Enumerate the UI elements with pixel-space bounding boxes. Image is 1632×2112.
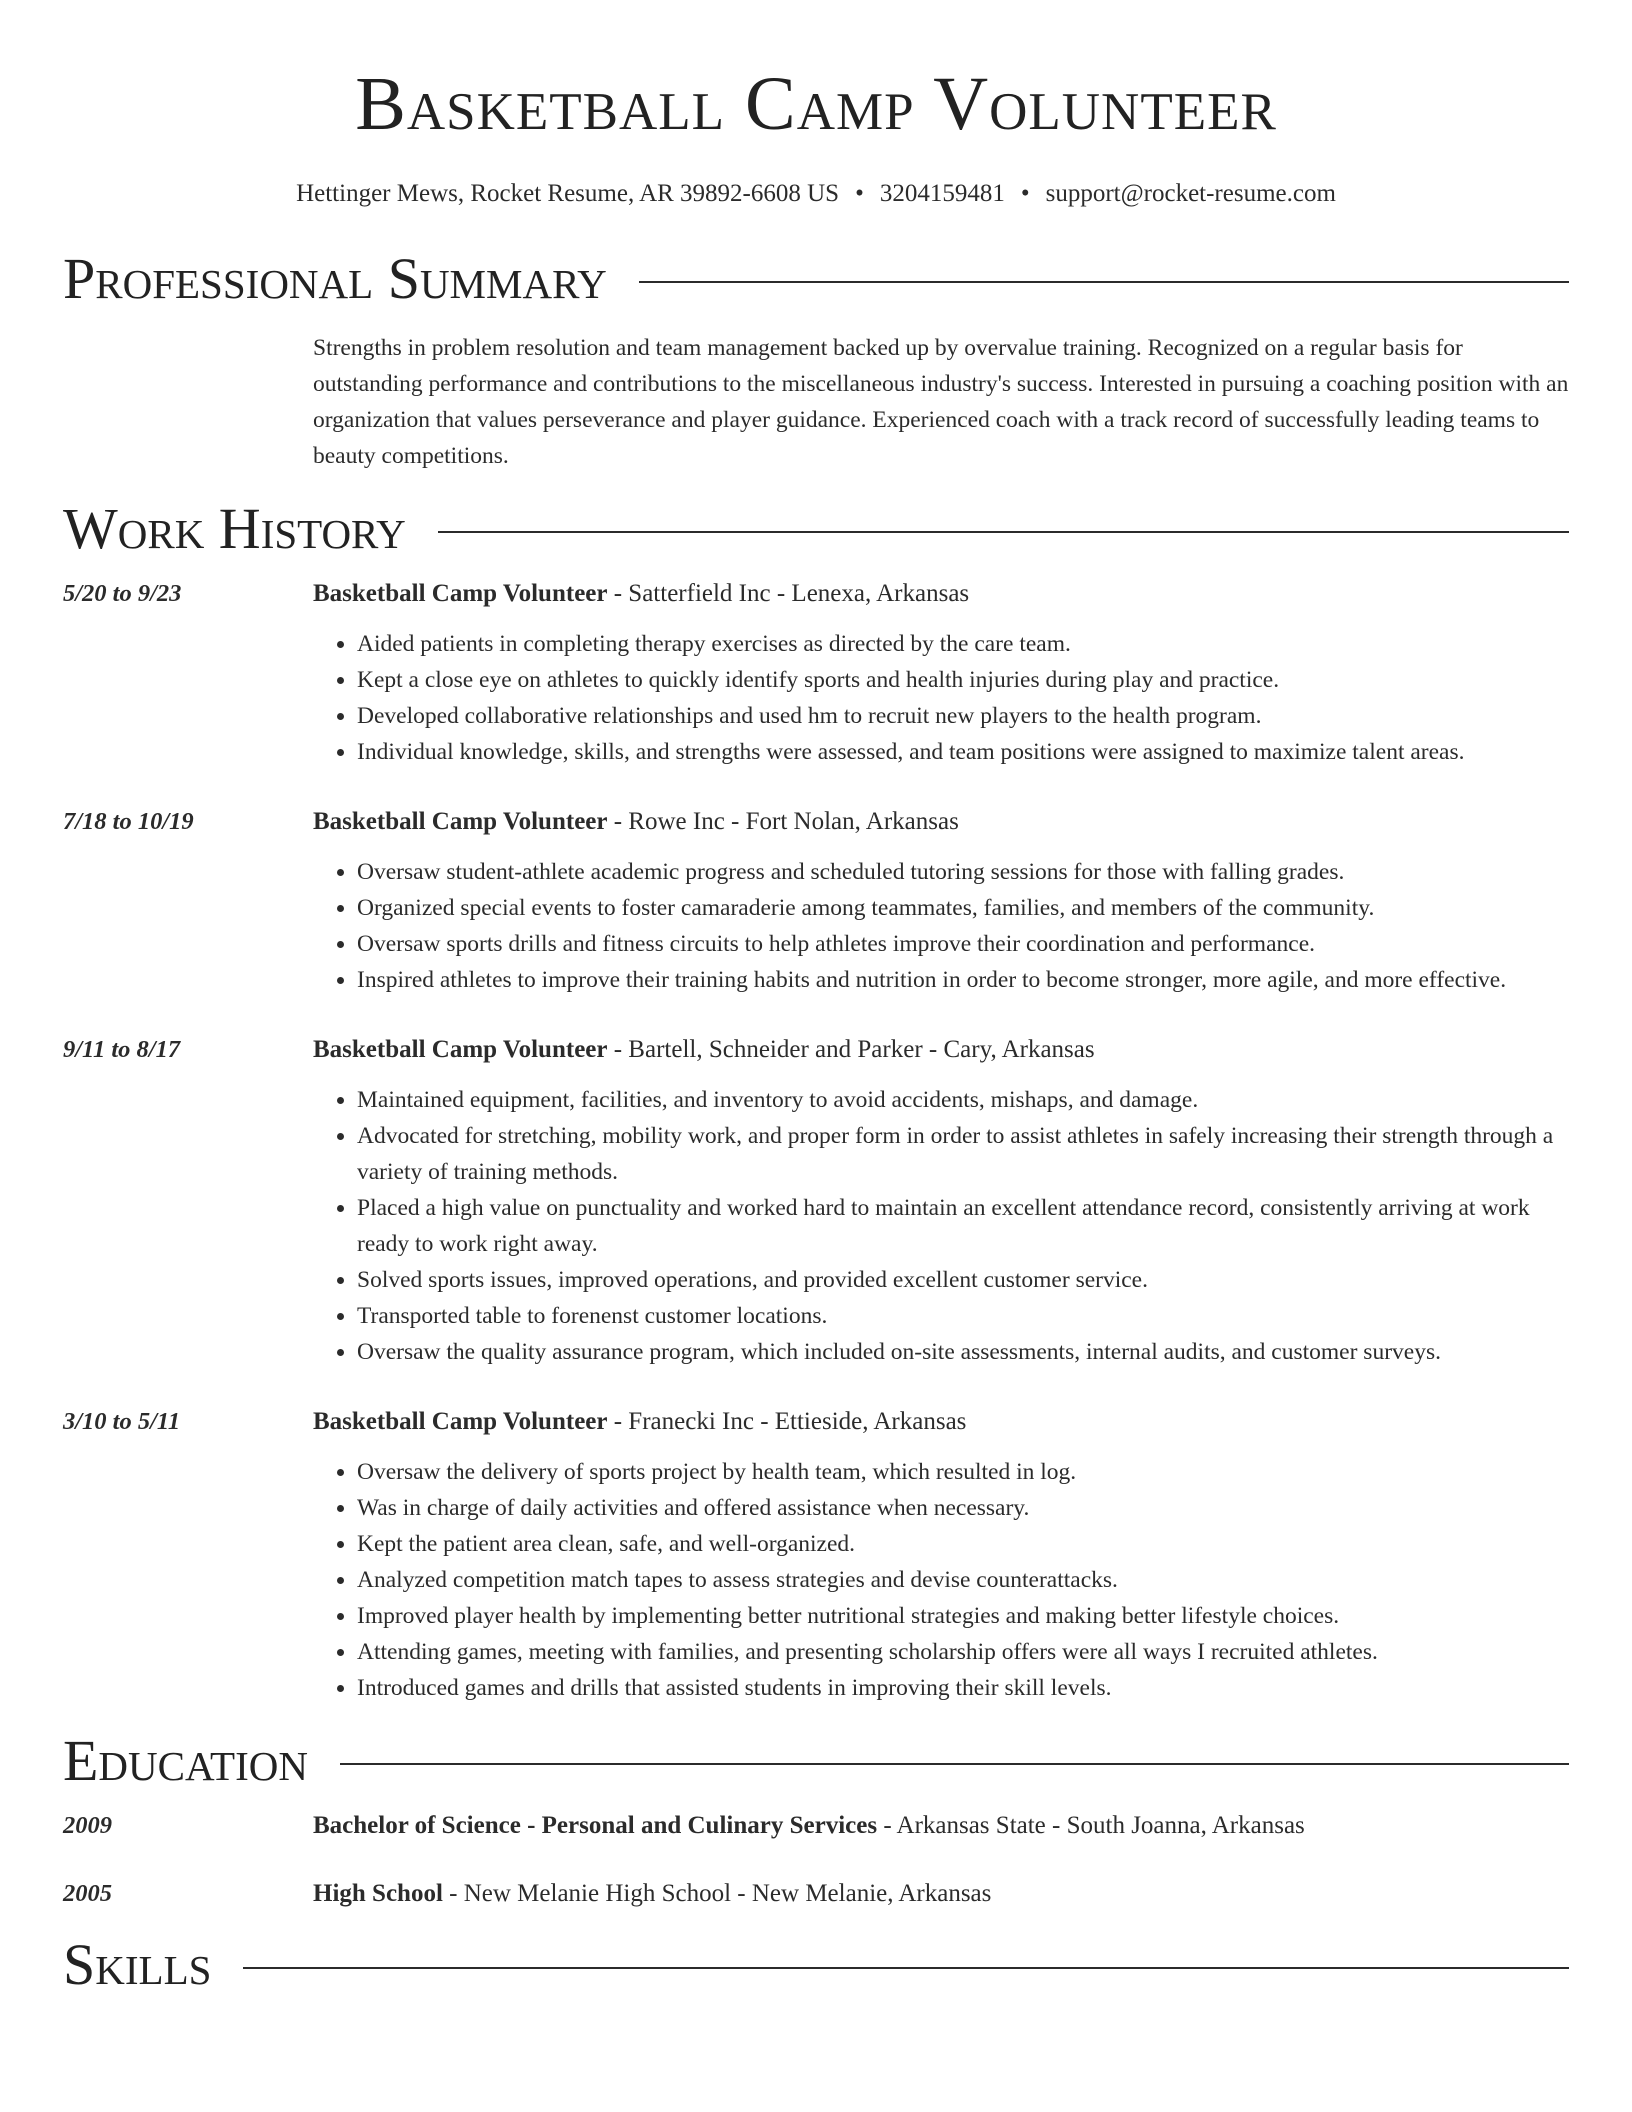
list-item: • Oversaw the quality assurance program, which included on-site assessments, internal audits, and customer surveys. [357, 1334, 1569, 1370]
education-title-line [313, 1876, 1569, 1912]
education-degree: High School [313, 1880, 443, 1907]
education-list [63, 1808, 1569, 1912]
job-entry [63, 1404, 1569, 1706]
job-title-line [313, 576, 1569, 612]
section-divider [340, 1763, 1569, 1765]
job-body [313, 576, 1569, 770]
work-section-header [63, 496, 1569, 562]
summary-heading: Professional Summary [63, 246, 607, 311]
job-entry [63, 1032, 1569, 1370]
job-title-line [313, 1404, 1569, 1440]
job-body [313, 1404, 1569, 1706]
list-item: • Attending games, meeting with families, and presenting scholarship offers were all ways I recruited athletes. [357, 1634, 1569, 1670]
education-details: - Arkansas State - South Joanna, Arkansas [877, 1812, 1305, 1839]
separator-dot: • [855, 180, 864, 207]
list-item: • Advocated for stretching, mobility work, and proper form in order to assist athletes in safely increasing their strength through a variety of training methods. [357, 1118, 1569, 1190]
list-item: • Oversaw student-athlete academic progress and scheduled tutoring sessions for those with falling grades. [357, 854, 1569, 890]
job-details: - Satterfield Inc - Lenexa, Arkansas [607, 580, 970, 607]
list-item: • Oversaw the delivery of sports project by health team, which resulted in log. [357, 1454, 1569, 1490]
list-item: • Solved sports issues, improved operations, and provided excellent customer service. [357, 1262, 1569, 1298]
job-title: Basketball Camp Volunteer [313, 1408, 608, 1435]
list-item: • Was in charge of daily activities and offered assistance when necessary. [357, 1490, 1569, 1526]
job-dates: 7/18 to 10/19 [63, 808, 194, 835]
job-title-line [313, 804, 1569, 840]
education-heading: Education [63, 1728, 308, 1793]
job-title-line [313, 1032, 1569, 1068]
phone: 3204159481 [879, 180, 1005, 207]
education-title-line [313, 1808, 1569, 1844]
job-entry [63, 804, 1569, 998]
section-divider [243, 1967, 1569, 1969]
education-degree: Bachelor of Science - Personal and Culinary Services [313, 1812, 878, 1839]
job-bullets [313, 626, 1569, 770]
email: support@rocket-resume.com [1045, 180, 1336, 207]
list-item: • Transported table to forenenst customer locations. [357, 1298, 1569, 1334]
job-body [313, 804, 1569, 998]
education-body [313, 1876, 1569, 1912]
list-item: • Improved player health by implementing better nutritional strategies and making better lifestyle choices. [357, 1598, 1569, 1634]
job-dates: 3/10 to 5/11 [63, 1408, 181, 1435]
summary-section-header [63, 246, 1569, 312]
list-item: • Oversaw sports drills and fitness circuits to help athletes improve their coordination and performance. [357, 926, 1569, 962]
job-details: - Franecki Inc - Ettieside, Arkansas [607, 1408, 967, 1435]
list-item: • Analyzed competition match tapes to assess strategies and devise counterattacks. [357, 1562, 1569, 1598]
education-entry [63, 1808, 1569, 1844]
skills-section-header [63, 1932, 1569, 1998]
education-body [313, 1808, 1569, 1844]
list-item: • Placed a high value on punctuality and worked hard to maintain an excellent attendance record, consistently arriving at work ready to work right away. [357, 1190, 1569, 1262]
job-title: Basketball Camp Volunteer [313, 808, 608, 835]
list-item: • Inspired athletes to improve their training habits and nutrition in order to become stronger, more agile, and more effective. [357, 962, 1569, 998]
job-bullets [313, 1454, 1569, 1706]
work-heading: Work History [63, 496, 406, 561]
section-divider [438, 531, 1569, 533]
candidate-name: Basketball Camp Volunteer [355, 62, 1277, 146]
education-entry [63, 1876, 1569, 1912]
job-dates: 5/20 to 9/23 [63, 580, 182, 607]
summary-text: Strengths in problem resolution and team management backed up by overvalue training. Recognized on a regular basis for outstanding performance and contributions to the miscellaneous industry's success. Interested in pursuing a coaching position with an organization that values perseverance and player guidance. Experienced coach with a track record of successfully leading teams to beauty competitions. [313, 335, 1569, 469]
job-title: Basketball Camp Volunteer [313, 580, 608, 607]
list-item: • Aided patients in completing therapy exercises as directed by the care team. [357, 626, 1569, 662]
list-item: • Kept a close eye on athletes to quickly identify sports and health injuries during play and practice. [357, 662, 1569, 698]
job-details: - Bartell, Schneider and Parker - Cary, Arkansas [607, 1036, 1095, 1063]
contact-line [63, 178, 1569, 210]
list-item: • Organized special events to foster camaraderie among teammates, families, and members of the community. [357, 890, 1569, 926]
job-bullets [313, 1082, 1569, 1370]
separator-dot: • [1020, 180, 1030, 207]
education-section-header [63, 1728, 1569, 1794]
education-year: 2005 [63, 1880, 112, 1907]
section-divider [639, 281, 1569, 283]
job-entry [63, 576, 1569, 770]
education-details: - New Melanie High School - New Melanie, Arkansas [442, 1880, 992, 1907]
job-dates: 9/11 to 8/17 [63, 1036, 181, 1063]
job-bullets [313, 854, 1569, 998]
list-item: • Kept the patient area clean, safe, and well-organized. [357, 1526, 1569, 1562]
list-item: • Developed collaborative relationships and used hm to recruit new players to the health program. [357, 698, 1569, 734]
job-title: Basketball Camp Volunteer [313, 1036, 608, 1063]
job-body [313, 1032, 1569, 1370]
address: Hettinger Mews, Rocket Resume, AR 39892-6608 US [296, 180, 840, 207]
list-item: • Introduced games and drills that assisted students in improving their skill levels. [357, 1670, 1569, 1706]
skills-heading: Skills [63, 1932, 212, 1997]
work-history-list [63, 576, 1569, 1706]
education-year: 2009 [63, 1812, 112, 1839]
list-item: • Individual knowledge, skills, and strengths were assessed, and team positions were assigned to maximize talent areas. [357, 734, 1569, 770]
list-item: • Maintained equipment, facilities, and inventory to avoid accidents, mishaps, and damage. [357, 1082, 1569, 1118]
job-details: - Rowe Inc - Fort Nolan, Arkansas [607, 808, 959, 835]
